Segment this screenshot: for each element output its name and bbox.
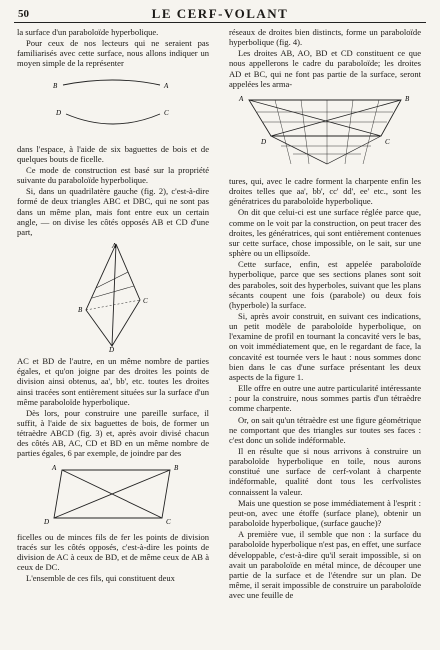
figure-label: C [143,297,148,306]
figure-label: B [53,81,58,90]
figure-label: D [56,108,62,117]
left-column [17,27,209,584]
paragraph: Or, on sait qu'un tétraèdre est une figure géométrique ne comportant que des triangles sur toutes ses faces : c'est donc un solide indéformable. [229,414,421,445]
page-number: 50 [18,8,29,20]
figure-label: A [239,94,244,103]
paragraph: Elle offre en outre une autre particularité intéressante : pour la construire, nous sommes partis d'un tétraèdre comme charpente. [229,383,421,414]
paragraph: ficelles ou de minces fils de fer les points de division tracés sur les côtés opposés, c'est-à-dire les points de division de AC à ceux de BD, et de même ceux de AB à ceux de DC. [17,531,209,573]
figure-label: D [109,346,115,353]
figure-label: D [261,137,267,146]
figure-label: B [78,306,83,315]
paragraph: réseaux de droites bien distincts, forme un paraboloïde hyperbolique (fig. 4). [229,27,421,48]
figure-label: B [405,94,410,103]
paragraph: la surface d'un paraboloïde hyperbolique. [17,27,159,37]
paragraph: Les droites AB, AO, BD et CD constituent ce que nous appellerons le cadre du paraboloïde; les droites AD et BC, qui ne font pas partie de la surface, seront appelées les arma- [229,48,421,89]
figure-2 [68,240,158,352]
figure-label: A [164,81,169,90]
right-column [229,27,421,601]
paragraph: Dès lors, pour construire une pareille surface, il suffit, à l'aide de six baguettes de bois, de former un tétraèdre ABCD (fig. 3) et, après avoir divisé chacun des côtés AB, AC, CD et BD en un même nombre de parties égales, 6 par exemple, de joindre par des [17,407,209,459]
figure-4 [235,92,415,172]
paragraph: On dit que celui-ci est une surface réglée parce que, comme on le voit par la construction, on peut tracer des droites, les génératrices, qui sont entièrement contenues sur cette surface, chose impossible, on le sait, sur une sphère ou un ellipsoïde. [229,207,421,259]
paragraph: Pour ceux de nos lecteurs qui ne seraient pas familiarisés avec cette surface, nous allons indiquer un moyen simple de la représenter [17,38,209,69]
paragraph: AC et BD de l'autre, en un même nombre de parties égales, et qu'on joigne par des droites les points de division ainsi obtenus, aa', bb', etc. toutes les droites ainsi tracées sont entièrement situées sur la surface d'un même paraboloïde hyperbolique. [17,356,209,407]
paragraph: Si, dans un quadrilatère gauche (fig. 2), c'est-à-dire formé de deux triangles ABC et DBC, qui ne sont pas dans un même plan, mais font entre eux un certain angle, — on divise les côtés opposés AB et CD d'une part, [17,186,209,237]
paragraph: Si, après avoir construit, en suivant ces indications, un petit modèle de paraboloïde hyperbolique, on l'examine de profil en tournant la concavité vers le bas, on voit immédiatement que, en le regardant de face, la concavité est tournée vers le haut : nous sommes donc bien dans le cas d'une surface présentant les deux aspects de la figure 1. [229,310,421,382]
figure-3 [38,462,188,528]
paragraph: dans l'espace, à l'aide de six baguettes de bois et de quelques bouts de ficelle. [17,143,209,164]
page-header [14,2,426,22]
paragraph: A première vue, il semble que non : la surface du paraboloïde hyperbolique n'est pas, en effet, une surface développable, c'est-à-dire qu'il serait impossible, si on avait un paraboloïde en métal mince, de découper une partie de la surface et de l'étendre sur un plan. De même, il serait impossible de construire un paraboloïde avec une feuille de [229,529,421,601]
paragraph: Mais une question se pose immédiatement à l'esprit : peut-on, avec une étoffe (surface plane), obtenir un paraboloïde hyperbolique, (surface gauche)? [229,497,421,529]
figure-label: C [166,517,171,526]
paragraph: tures, qui, avec le cadre forment la charpente enfin les droites telles que aa', bb', cc' dd', ee' etc., sont les génératrices du paraboloïde hyperbolique. [229,175,421,207]
figure-1 [48,72,178,140]
figure-label: C [164,108,169,117]
figure-label: B [174,463,179,472]
figure-label: D [44,517,50,526]
header-rule [14,22,426,23]
journal-title: LE CERF-VOLANT [151,6,289,21]
figure-label: A [112,241,117,250]
paragraph: Cette surface, enfin, est appelée paraboloïde hyperbolique, parce que ses sections planes sont soit des paraboles, soit des hyperboles, suivant que les plans sécants coupent une fois (parabole) ou deux fois (hyperbole) la surface. [229,259,421,310]
figure-label: A [52,463,57,472]
paragraph: Il en résulte que si nous arrivons à construire un paraboloïde hyperbolique en toile, nous aurons constitué une surface de cerf-volant à charpente indéformable, qualité dont tous les cerfvolistes connaissent la valeur. [229,446,421,497]
paragraph: L'ensemble de ces fils, qui constituent deux [26,573,175,584]
paragraph: Ce mode de construction est basé sur la propriété suivante du paraboloïde hyperbolique. [17,164,209,186]
figure-label: C [385,137,390,146]
